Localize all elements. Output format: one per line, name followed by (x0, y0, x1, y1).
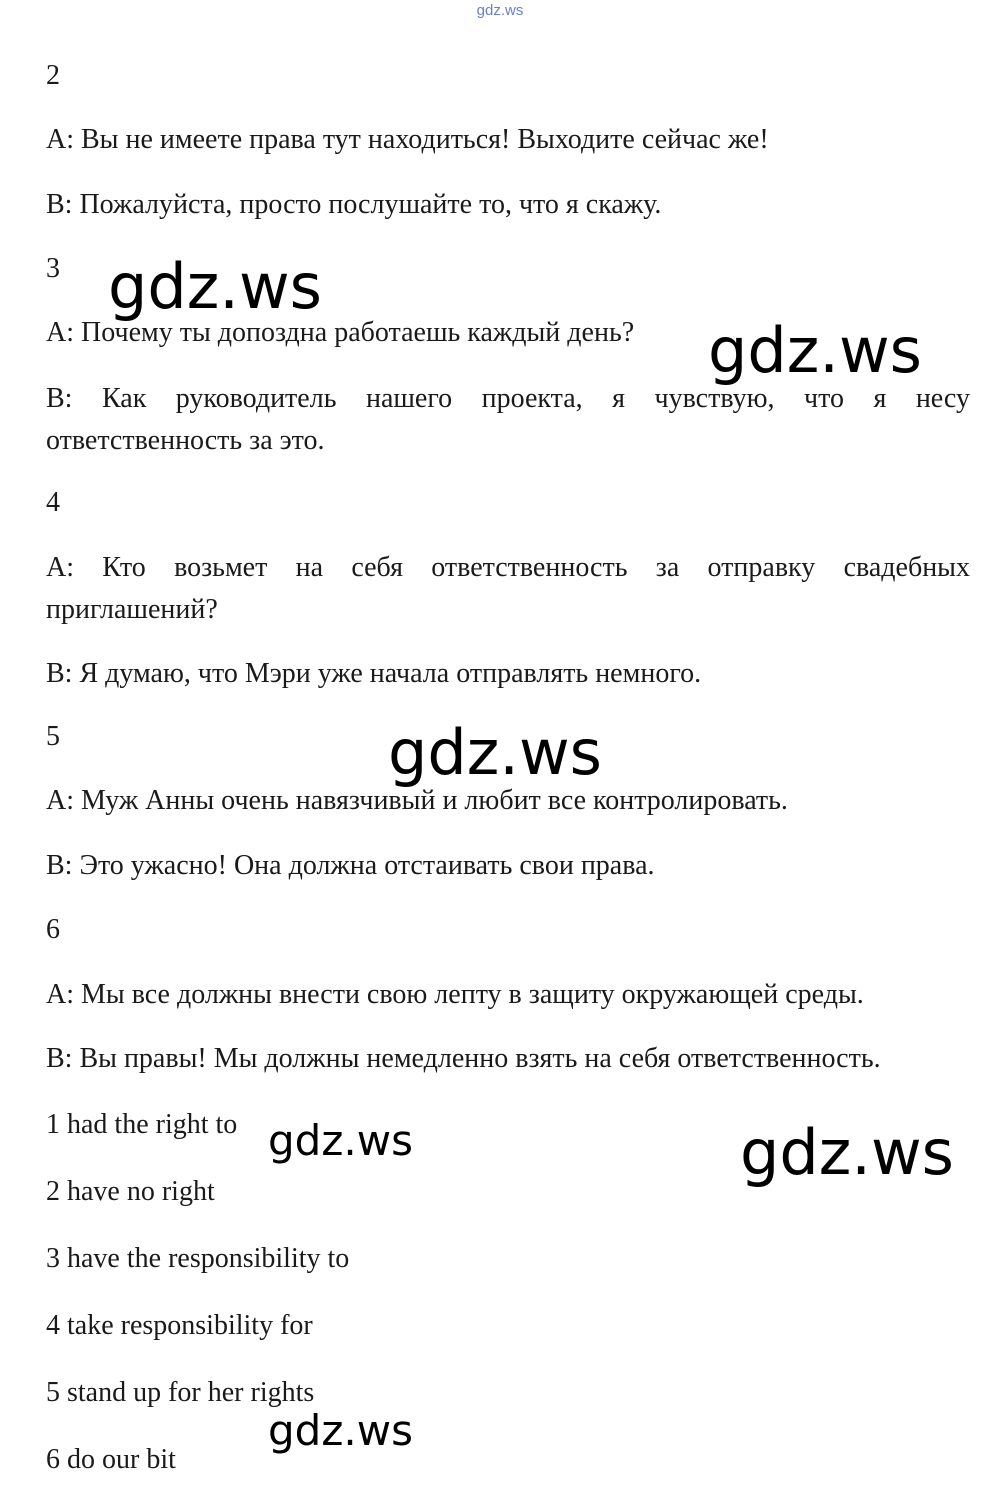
answer-item: 4 take responsibility for (46, 1310, 313, 1341)
dialogue-line-a: A: Муж Анны очень навязчивый и любит все контролировать. (46, 785, 788, 816)
dialogue-line-a: A: Почему ты допоздна работаешь каждый день? (46, 317, 635, 348)
answer-item: 1 had the right to (46, 1109, 238, 1140)
header-watermark: gdz.ws (476, 2, 524, 19)
dialogue-line-b: B: Пожалуйста, просто послушайте то, что я скажу. (46, 189, 662, 220)
dialogue-number: 5 (46, 721, 60, 752)
answer-item: 3 have the responsibility to (46, 1243, 350, 1274)
dialogue-line-a: A: Кто возьмет на себя ответственность за отправку свадебных приглашений? (46, 552, 970, 625)
dialogue-line-b: B: Вы правы! Мы должны немедленно взять на себя ответственность. (46, 1043, 881, 1074)
dialogue-number: 3 (46, 253, 60, 284)
watermark: gdz.ws (388, 716, 602, 789)
dialogue-number: 4 (46, 487, 60, 518)
watermark: gdz.ws (108, 250, 322, 323)
watermark: gdz.ws (740, 1116, 954, 1189)
dialogue-line-b: B: Я думаю, что Мэри уже начала отправлять немного. (46, 658, 702, 689)
answer-item: 2 have no right (46, 1176, 215, 1207)
dialogue-line-b: B: Это ужасно! Она должна отстаивать свои права. (46, 850, 655, 881)
watermark: gdz.ws (268, 1116, 413, 1165)
answer-item: 6 do our bit (46, 1444, 176, 1475)
dialogue-line-a: A: Вы не имеете права тут находиться! Выходите сейчас же! (46, 124, 769, 155)
dialogue-line-b: B: Как руководитель нашего проекта, я чувствую, что я несу ответственность за это. (46, 383, 970, 456)
watermark: gdz.ws (268, 1406, 413, 1455)
dialogue-number: 2 (46, 60, 60, 91)
watermark: gdz.ws (708, 314, 922, 387)
answer-item: 5 stand up for her rights (46, 1377, 315, 1408)
dialogue-line-a: A: Мы все должны внести свою лепту в защиту окружающей среды. (46, 979, 864, 1010)
dialogue-number: 6 (46, 914, 60, 945)
